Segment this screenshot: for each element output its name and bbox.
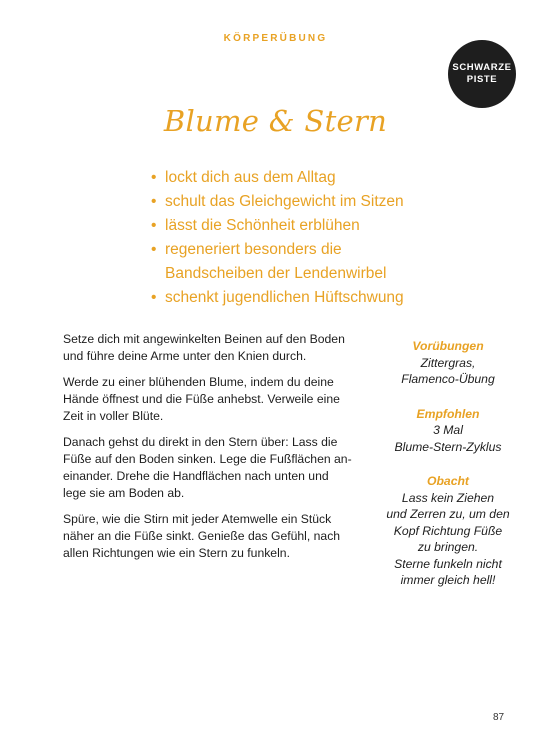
info-sidebar xyxy=(363,338,533,607)
benefit-item: • schult das Gleichgewicht im Sitzen xyxy=(151,190,404,214)
text-line: und führe deine Arme unter den Knien durch. xyxy=(63,349,307,363)
text-line: Zeit in voller Blüte. xyxy=(63,409,164,423)
sidebar-line: immer gleich hell! xyxy=(400,573,496,587)
section-label: KÖRPERÜBUNG xyxy=(223,33,328,44)
page-number: 87 xyxy=(493,712,505,723)
text-line: allen Richtungen wie ein Stern zu funkeln. xyxy=(63,546,290,560)
benefit-item: • schenkt jugendlichen Hüftschwung xyxy=(151,286,404,310)
sidebar-heading: Vorübungen xyxy=(412,339,484,353)
caution-block xyxy=(363,473,533,589)
badge-line-2: PISTE xyxy=(466,74,498,85)
instruction-paragraph xyxy=(63,511,358,562)
instruction-paragraph xyxy=(63,331,358,365)
instructions xyxy=(63,331,358,571)
benefits-list xyxy=(151,166,404,310)
benefit-line: • regeneriert besonders die xyxy=(165,241,342,258)
text-line: Spüre, wie die Stirn mit jeder Atemwelle ein Stück xyxy=(63,512,332,526)
text-line: Danach gehst du direkt in den Stern über: Lass die xyxy=(63,435,338,449)
text-line: einander. Drehe die Handflächen nach unten und xyxy=(63,469,329,483)
preparatory-exercises-block xyxy=(363,338,533,388)
sidebar-line: Lass kein Ziehen xyxy=(401,490,495,505)
sidebar-line: Zittergras, xyxy=(420,355,476,370)
recommended-block xyxy=(363,406,533,456)
instruction-paragraph xyxy=(63,374,358,425)
benefit-item: • lockt dich aus dem Alltag xyxy=(151,166,404,190)
badge-line-1: SCHWARZE xyxy=(452,62,512,73)
text-line: näher an die Füße sinkt. Genieße das Gefühl, nach xyxy=(63,529,341,543)
difficulty-badge xyxy=(448,40,516,108)
text-line: Werde zu einer blühenden Blume, indem du deine xyxy=(63,375,334,389)
text-line: Hände öffnest und die Füße anhebst. Verweile eine xyxy=(63,392,340,406)
text-line: lege sie am Boden ab. xyxy=(63,486,185,500)
sidebar-line: Blume-Stern-Zyklus xyxy=(394,439,502,454)
sidebar-line: 3 Mal xyxy=(433,423,463,437)
benefit-item: • lässt die Schönheit erblühen xyxy=(151,214,404,238)
benefit-line: Bandscheiben der Lendenwirbel xyxy=(165,265,387,282)
sidebar-line: Kopf Richtung Füße xyxy=(393,523,503,538)
sidebar-line: Sterne funkeln nicht xyxy=(394,556,502,571)
exercise-title: Blume & Stern xyxy=(163,104,388,138)
text-line: Setze dich mit angewinkelten Beinen auf den Boden xyxy=(63,332,345,346)
sidebar-line: und Zerren zu, um den xyxy=(386,507,510,521)
text-line: Füße auf den Boden sinken. Lege die Fußflächen an- xyxy=(63,452,352,466)
benefit-item xyxy=(151,238,404,286)
sidebar-line: Flamenco-Übung xyxy=(401,372,495,386)
instruction-paragraph xyxy=(63,434,358,502)
sidebar-line: zu bringen. xyxy=(417,540,479,554)
sidebar-heading: Obacht xyxy=(427,474,469,488)
sidebar-heading: Empfohlen xyxy=(416,406,480,421)
